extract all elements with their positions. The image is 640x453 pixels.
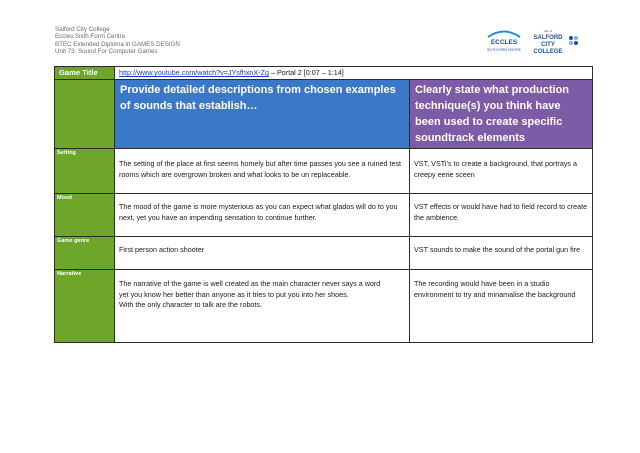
game-title-suffix: – Portal 2 [0:07 – 1:14] [269, 68, 344, 77]
eccles-logo [482, 28, 526, 54]
descriptions-header: Provide detailed descriptions from chosen examples of sounds that establish… [115, 80, 410, 149]
svg-text:SIXTH FORM CENTRE: SIXTH FORM CENTRE [487, 48, 521, 52]
unit-name: Unit 73: Sound For Computer Games [55, 48, 158, 56]
mood-description[interactable]: The mood of the game is more mysterious as you can expect what glados will do to you next, yet you have an impending sensation to continue further. [115, 194, 410, 237]
column-header-row [55, 80, 593, 149]
document-header [55, 26, 180, 56]
game-title-label: Game Title [55, 67, 115, 80]
row-label-game-genre: Game genre [55, 237, 115, 270]
header-spacer [55, 80, 115, 149]
centre-name: Eccles Sixth Form Centre [55, 33, 126, 41]
row-label-mood: Mood [55, 194, 115, 237]
technique-header: Clearly state what production technique(s) you think have been used to create specific soundtrack elements [410, 80, 593, 149]
table-row [55, 270, 593, 343]
genre-description[interactable]: First person action shooter [115, 237, 410, 270]
svg-text:ECCLES: ECCLES [490, 39, 518, 46]
setting-description[interactable]: The setting of the place at first seems homely but after time passes you see a ruined test rooms which are overgrown broken and what looks to be un replaceable. [115, 149, 410, 194]
game-title-cell [115, 67, 593, 80]
sound-analysis-table [54, 66, 593, 343]
youtube-link[interactable]: http://www.youtube.com/watch?v=JYsfhxnX-Zg [119, 68, 270, 77]
table-row [55, 194, 593, 237]
title-row [55, 67, 593, 80]
course-name: BTEC Extended Diploma in GAMES DESIGN [55, 40, 180, 48]
narrative-technique[interactable]: The recording would have been in a studio environment to try and minamalise the background [410, 270, 593, 343]
table-row [55, 149, 593, 194]
table-row [55, 237, 593, 270]
mood-technique[interactable]: VST effects or would have had to field record to create the ambience. [410, 194, 593, 237]
row-label-narrative: Narrative [55, 270, 115, 343]
svg-text:COLLEGE: COLLEGE [533, 49, 563, 55]
narrative-description[interactable]: The narrative of the game is well created as the main character never says a word yet you know her better than anyone as it tries to put you into her shoes. With the only character to talk are the robots. [115, 270, 410, 343]
setting-technique[interactable]: VST, VSTi’s to create a background, that portrays a creepy eerie sceen [410, 149, 593, 194]
svg-text:CITY: CITY [541, 42, 555, 48]
row-label-setting: Setting [55, 149, 115, 194]
college-name: Salford City College [55, 26, 110, 33]
svg-text:SALFORD: SALFORD [533, 35, 563, 41]
svg-text:part of: part of [543, 29, 553, 33]
salford-logo [530, 27, 582, 55]
genre-technique[interactable]: VST sounds to make the sound of the portal gun fire [410, 237, 593, 270]
